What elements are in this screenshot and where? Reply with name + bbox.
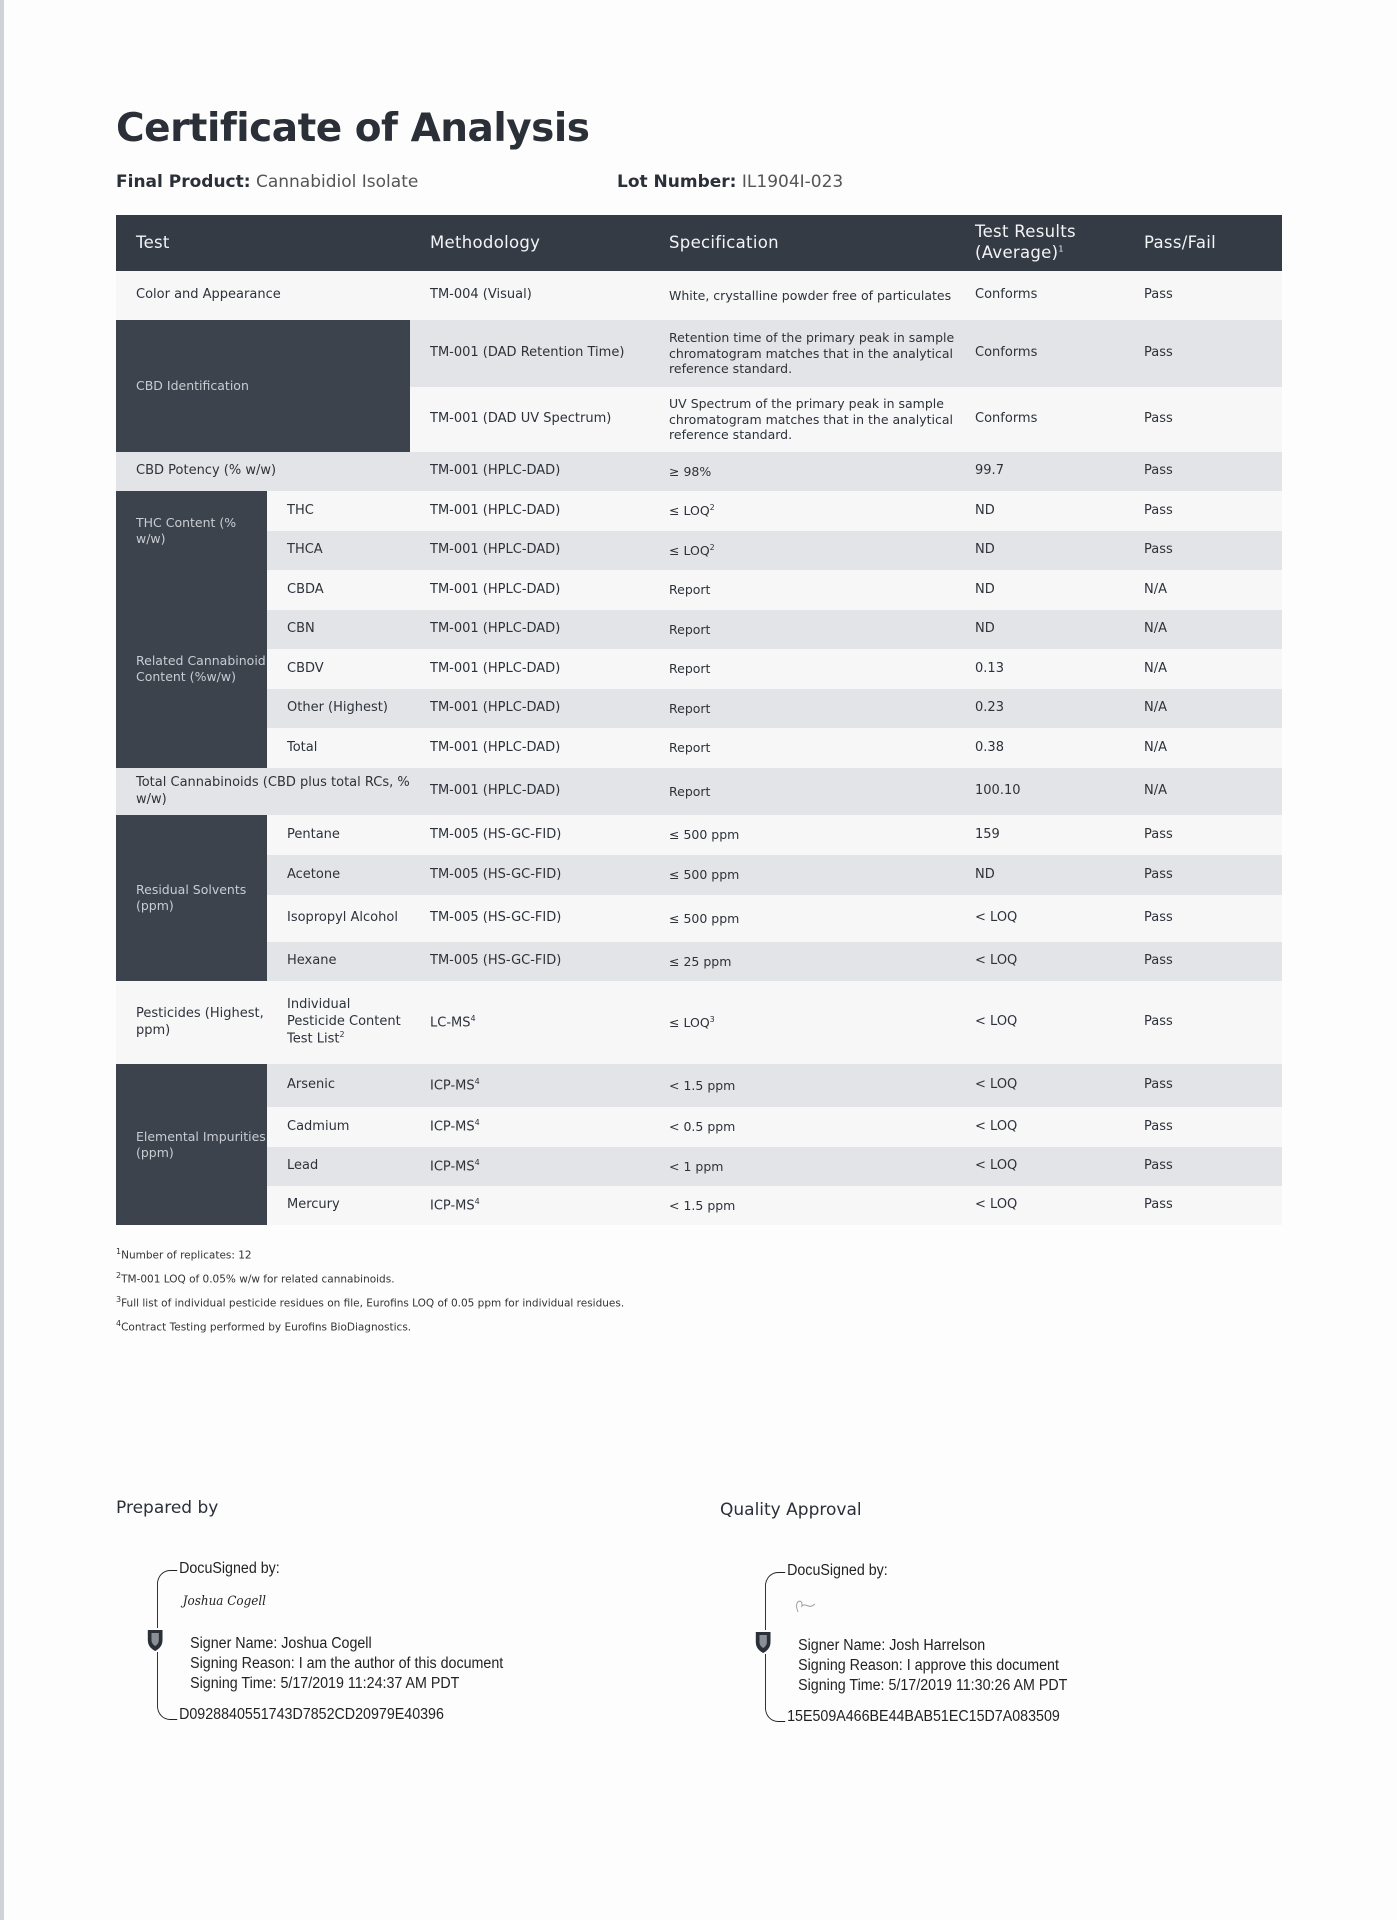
test-name: Pentane bbox=[267, 815, 410, 855]
table-row bbox=[116, 491, 1282, 531]
shield-icon bbox=[754, 1630, 772, 1654]
prepared-by-heading: Prepared by bbox=[116, 1498, 219, 1518]
table-row bbox=[116, 768, 1282, 815]
test-result: ND bbox=[955, 855, 1124, 895]
table-row bbox=[116, 855, 1282, 895]
methodology: TM-001 (DAD Retention Time) bbox=[410, 320, 649, 387]
pass-fail: N/A bbox=[1124, 610, 1282, 649]
specification: < 1.5 ppm bbox=[649, 1186, 955, 1225]
group-label: Elemental Impurities (ppm) bbox=[116, 1064, 267, 1225]
table-row bbox=[116, 610, 1282, 649]
pass-fail: Pass bbox=[1124, 387, 1282, 452]
signer-details bbox=[190, 1634, 503, 1694]
table-row bbox=[116, 981, 1282, 1064]
test-result: < LOQ bbox=[955, 1064, 1124, 1107]
shield-icon bbox=[146, 1628, 164, 1652]
specification: Retention time of the primary peak in sample chromatogram matches that in the analytical reference standard. bbox=[649, 320, 955, 387]
methodology: TM-001 (HPLC-DAD) bbox=[410, 570, 649, 610]
methodology: ICP-$MS^4$ bbox=[410, 1186, 649, 1225]
specification: Report bbox=[649, 570, 955, 610]
methodology: TM-001 (HPLC-DAD) bbox=[410, 728, 649, 768]
table-row bbox=[116, 1107, 1282, 1147]
handwritten-signature: Joshua Cogell bbox=[182, 1594, 266, 1609]
test-name: Total Cannabinoids (CBD plus total RCs, % w/w) bbox=[116, 768, 410, 815]
test-name: Color and Appearance bbox=[116, 271, 410, 320]
test-result: < LOQ bbox=[955, 1107, 1124, 1147]
methodology: TM-005 (HS-GC-FID) bbox=[410, 815, 649, 855]
specification: Report bbox=[649, 689, 955, 728]
methodology: ICP-$MS^4$ bbox=[410, 1064, 649, 1107]
test-name: THC bbox=[267, 491, 410, 531]
pass-fail: Pass bbox=[1124, 895, 1282, 942]
specification: ≤ 500 ppm bbox=[649, 855, 955, 895]
quality-approval-heading: Quality Approval bbox=[720, 1500, 862, 1520]
test-result: Conforms bbox=[955, 387, 1124, 452]
signer-details bbox=[798, 1636, 1067, 1696]
pass-fail: Pass bbox=[1124, 271, 1282, 320]
results-table bbox=[116, 215, 1282, 1225]
pass-fail: Pass bbox=[1124, 1186, 1282, 1225]
table-row bbox=[116, 1064, 1282, 1107]
pass-fail: Pass bbox=[1124, 1107, 1282, 1147]
pass-fail: Pass bbox=[1124, 531, 1282, 570]
table-row bbox=[116, 728, 1282, 768]
test-result: < LOQ bbox=[955, 942, 1124, 981]
specification: < 1 ppm bbox=[649, 1147, 955, 1186]
specification: ≤ $LOQ^2$ bbox=[649, 531, 955, 570]
test-name: CBDA bbox=[267, 570, 410, 610]
test-name: CBDV bbox=[267, 649, 410, 689]
footnotes bbox=[116, 1242, 624, 1338]
test-result: 0.23 bbox=[955, 689, 1124, 728]
specification: Report bbox=[649, 649, 955, 689]
footnote: $^3$Full list of individual pesticide residues on file, Eurofins LOQ of 0.05 ppm for individual residues. bbox=[116, 1295, 625, 1310]
pass-fail: Pass bbox=[1124, 855, 1282, 895]
header-pass-fail: Pass/Fail bbox=[1124, 215, 1282, 271]
envelope-id: 15E509A466BE44BAB51EC15D7A083509 bbox=[787, 1708, 1060, 1725]
test-name: Other (Highest) bbox=[267, 689, 410, 728]
group-label: CBD Identification bbox=[116, 320, 410, 452]
test-name: Acetone bbox=[267, 855, 410, 895]
pass-fail: Pass bbox=[1124, 452, 1282, 491]
pass-fail: Pass bbox=[1124, 981, 1282, 1064]
test-result: < LOQ bbox=[955, 1147, 1124, 1186]
test-name: Arsenic bbox=[267, 1064, 410, 1107]
methodology: TM-005 (HS-GC-FID) bbox=[410, 942, 649, 981]
pass-fail: N/A bbox=[1124, 768, 1282, 815]
table-header bbox=[116, 215, 1282, 271]
specification: ≤ 500 ppm bbox=[649, 815, 955, 855]
table-row bbox=[116, 649, 1282, 689]
header-results: Test Results (Average)$^1$ bbox=[955, 215, 1124, 271]
table-row bbox=[116, 271, 1282, 320]
signing-reason: Signing Reason: I am the author of this document bbox=[190, 1655, 504, 1672]
test-name: Individual Pesticide Content Test List$^2$ bbox=[267, 981, 410, 1064]
test-result: < LOQ bbox=[955, 1186, 1124, 1225]
methodology: TM-001 (HPLC-DAD) bbox=[410, 491, 649, 531]
page-title: Certificate of Analysis bbox=[116, 106, 590, 151]
test-result: 100.10 bbox=[955, 768, 1124, 815]
specification: ≤ 500 ppm bbox=[649, 895, 955, 942]
specification: < 1.5 ppm bbox=[649, 1064, 955, 1107]
pass-fail: N/A bbox=[1124, 649, 1282, 689]
test-result: ND bbox=[955, 491, 1124, 531]
pass-fail: Pass bbox=[1124, 491, 1282, 531]
test-result: 0.13 bbox=[955, 649, 1124, 689]
test-name: Hexane bbox=[267, 942, 410, 981]
methodology: TM-005 (HS-GC-FID) bbox=[410, 855, 649, 895]
header-specification: Specification bbox=[649, 215, 955, 271]
table-row bbox=[116, 452, 1282, 491]
test-name: Total bbox=[267, 728, 410, 768]
test-result: ND bbox=[955, 531, 1124, 570]
test-result: ND bbox=[955, 570, 1124, 610]
table-row bbox=[116, 942, 1282, 981]
table-row bbox=[116, 531, 1282, 570]
methodology: TM-004 (Visual) bbox=[410, 271, 649, 320]
specification: ≤ 25 ppm bbox=[649, 942, 955, 981]
pass-fail: Pass bbox=[1124, 815, 1282, 855]
docusigned-by-label: DocuSigned by: bbox=[787, 1562, 888, 1579]
header-test: Test bbox=[116, 215, 410, 271]
test-name: THCA bbox=[267, 531, 410, 570]
pass-fail: Pass bbox=[1124, 942, 1282, 981]
methodology: TM-001 (HPLC-DAD) bbox=[410, 610, 649, 649]
signature-scribble bbox=[791, 1596, 819, 1616]
lot-number: Lot Number: IL1904I-023 bbox=[617, 172, 844, 192]
signing-reason: Signing Reason: I approve this document bbox=[798, 1657, 1059, 1674]
pass-fail: N/A bbox=[1124, 689, 1282, 728]
specification: White, crystalline powder free of particulates bbox=[649, 271, 955, 320]
signer-name: Signer Name: Joshua Cogell bbox=[190, 1635, 372, 1652]
signer-name: Signer Name: Josh Harrelson bbox=[798, 1637, 986, 1654]
lot-number-value: IL1904I-023 bbox=[741, 172, 844, 192]
table-row bbox=[116, 570, 1282, 610]
table-row bbox=[116, 815, 1282, 855]
methodology: TM-001 (HPLC-DAD) bbox=[410, 768, 649, 815]
footnote: $^4$Contract Testing performed by Eurofins BioDiagnostics. bbox=[116, 1319, 412, 1334]
footnote: $^2$TM-001 LOQ of 0.05% w/w for related cannabinoids. bbox=[116, 1271, 395, 1286]
specification: ≥ 98% bbox=[649, 452, 955, 491]
signing-time: Signing Time: 5/17/2019 11:24:37 AM PDT bbox=[190, 1675, 460, 1692]
group-label: Pesticides (Highest, ppm) bbox=[116, 981, 267, 1064]
scan-edge bbox=[0, 0, 4, 1920]
test-result: 159 bbox=[955, 815, 1124, 855]
group-label: Residual Solvents (ppm) bbox=[116, 815, 267, 981]
table-row bbox=[116, 895, 1282, 942]
pass-fail: N/A bbox=[1124, 728, 1282, 768]
docusigned-by-label: DocuSigned by: bbox=[179, 1560, 280, 1577]
specification: Report bbox=[649, 610, 955, 649]
test-result: Conforms bbox=[955, 271, 1124, 320]
specification: ≤ $LOQ^3$ bbox=[649, 981, 955, 1064]
table-row bbox=[116, 1186, 1282, 1225]
specification: ≤ $LOQ^2$ bbox=[649, 491, 955, 531]
test-name: Isopropyl Alcohol bbox=[267, 895, 410, 942]
test-result: < LOQ bbox=[955, 981, 1124, 1064]
specification: Report bbox=[649, 768, 955, 815]
pass-fail: Pass bbox=[1124, 320, 1282, 387]
test-name: CBN bbox=[267, 610, 410, 649]
final-product-value: Cannabidiol Isolate bbox=[255, 172, 419, 192]
methodology: TM-005 (HS-GC-FID) bbox=[410, 895, 649, 942]
test-result: 0.38 bbox=[955, 728, 1124, 768]
methodology: ICP-$MS^4$ bbox=[410, 1147, 649, 1186]
table-row bbox=[116, 689, 1282, 728]
methodology: TM-001 (HPLC-DAD) bbox=[410, 649, 649, 689]
methodology: TM-001 (HPLC-DAD) bbox=[410, 531, 649, 570]
footnote: $^1$Number of replicates: 12 bbox=[116, 1247, 252, 1262]
header-methodology: Methodology bbox=[410, 215, 649, 271]
specification: < 0.5 ppm bbox=[649, 1107, 955, 1147]
specification: Report bbox=[649, 728, 955, 768]
methodology: TM-001 (DAD UV Spectrum) bbox=[410, 387, 649, 452]
group-label: THC Content (% w/w) bbox=[116, 491, 267, 570]
methodology: TM-001 (HPLC-DAD) bbox=[410, 689, 649, 728]
group-label: Related Cannabinoid Content (%w/w) bbox=[116, 570, 267, 768]
final-product: Final Product: Cannabidiol Isolate bbox=[116, 172, 419, 192]
test-result: < LOQ bbox=[955, 895, 1124, 942]
table-row bbox=[116, 1147, 1282, 1186]
test-name: Mercury bbox=[267, 1186, 410, 1225]
pass-fail: Pass bbox=[1124, 1147, 1282, 1186]
methodology: $LC-MS^4$ bbox=[410, 981, 649, 1064]
signing-time: Signing Time: 5/17/2019 11:30:26 AM PDT bbox=[798, 1677, 1068, 1694]
test-name: CBD Potency (% w/w) bbox=[116, 452, 410, 491]
test-result: Conforms bbox=[955, 320, 1124, 387]
specification: UV Spectrum of the primary peak in sample chromatogram matches that in the analytical reference standard. bbox=[649, 387, 955, 452]
table-row bbox=[116, 320, 1282, 387]
methodology: ICP-$MS^4$ bbox=[410, 1107, 649, 1147]
methodology: TM-001 (HPLC-DAD) bbox=[410, 452, 649, 491]
envelope-id: D0928840551743D7852CD20979E40396 bbox=[179, 1706, 444, 1723]
test-name: Cadmium bbox=[267, 1107, 410, 1147]
test-result: 99.7 bbox=[955, 452, 1124, 491]
handwritten-signature bbox=[791, 1596, 819, 1620]
pass-fail: Pass bbox=[1124, 1064, 1282, 1107]
pass-fail: N/A bbox=[1124, 570, 1282, 610]
test-result: ND bbox=[955, 610, 1124, 649]
test-name: Lead bbox=[267, 1147, 410, 1186]
